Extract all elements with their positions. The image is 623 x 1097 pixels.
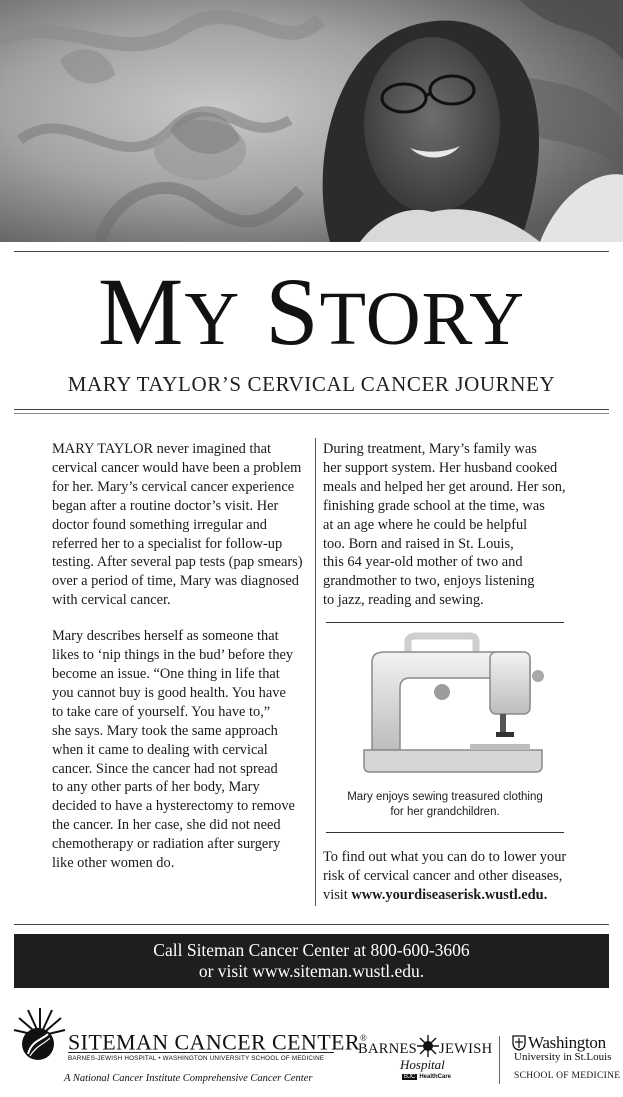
bjh-star-icon xyxy=(417,1035,439,1057)
logo-divider xyxy=(499,1036,500,1084)
right-column xyxy=(323,440,573,627)
bjh-name: BARNES JEWISH xyxy=(358,1041,493,1057)
call-to-action xyxy=(323,848,573,905)
hero-photo xyxy=(0,0,623,242)
title-bottom-rule-thin xyxy=(14,413,609,414)
title-bottom-rule xyxy=(14,409,609,410)
story-paragraph: Mary describes herself as someone that likes to ‘nip things in the bud’ before they become an issue. “One thing in life that you cannot buy is good health. You have to take care of yourself. You have to,” she says. Mary took the same approach when it came to dealing with cervical cancer. Since the cancer had not spread to any other parts of her body, Mary decided to have a hysterectomy to remove the cancer. In her case, she did not need chemotherapy or radiation after surgery like other women do. xyxy=(52,628,295,872)
call-bar-phone: Call Siteman Cancer Center at 800-600-3606 xyxy=(153,940,470,960)
siteman-tagline: A National Cancer Institute Comprehensive Cancer Center xyxy=(64,1073,313,1084)
siteman-logo-mark xyxy=(12,1006,66,1064)
left-column xyxy=(52,440,308,890)
story-paragraph: During treatment, Mary’s family was her support system. Her husband cooked meals and helped her get around. Her son, finishing grade school at the time, was at an age where he could be helpful too. Born and raised in St. Louis, this 64 year-old mother of two and grandmother to two, enjoys listening to jazz, reading and sewing. xyxy=(323,441,566,609)
portrait-photo xyxy=(0,0,623,242)
sewing-machine-image xyxy=(350,632,545,782)
image-bottom-rule xyxy=(326,832,564,833)
page-title: MY STORY xyxy=(98,258,525,365)
siteman-subtitle: BARNES-JEWISH HOSPITAL • WASHINGTON UNIVERSITY SCHOOL OF MEDICINE xyxy=(68,1052,334,1062)
cta-link[interactable]: www.yourdiseaserisk.wustl.edu. xyxy=(351,886,548,903)
bjh-logo xyxy=(358,1035,493,1085)
wu-logo xyxy=(512,1033,621,1085)
column-divider xyxy=(315,438,316,906)
siteman-name: SITEMAN CANCER CENTER® xyxy=(68,1029,368,1055)
image-caption: Mary enjoys sewing treasured clothing for her grandchildren. xyxy=(347,791,543,818)
cta-text: To find out what you can do to lower your risk of cervical cancer and other diseases, visit xyxy=(323,849,567,903)
story-paragraph: MARY TAYLOR never imagined that cervical cancer would have been a problem for her. Mary’s cervical cancer experience began after a routine doctor’s visit. Her doctor found something irregular and referred her to a specialist for follow-up testing. After several pap tests (pap smears) over a period of time, Mary was diagnosed with cervical cancer. xyxy=(52,441,303,609)
page-subtitle: MARY TAYLOR’S CERVICAL CANCER JOURNEY xyxy=(67,372,556,396)
title-top-rule xyxy=(14,251,609,252)
bjh-hospital: Hospital xyxy=(400,1057,445,1072)
wu-subtitle: University in St.Louis xyxy=(514,1051,612,1063)
footer-top-rule xyxy=(14,924,609,925)
call-bar-web: or visit www.siteman.wustl.edu. xyxy=(198,961,425,981)
wu-name: Washington xyxy=(528,1033,606,1052)
image-top-rule xyxy=(326,622,564,623)
call-bar xyxy=(14,934,609,988)
wu-shield-icon xyxy=(512,1035,526,1051)
wu-school: SCHOOL OF MEDICINE xyxy=(514,1071,621,1081)
bjh-bjc: BJC HealthCare xyxy=(404,1074,452,1080)
